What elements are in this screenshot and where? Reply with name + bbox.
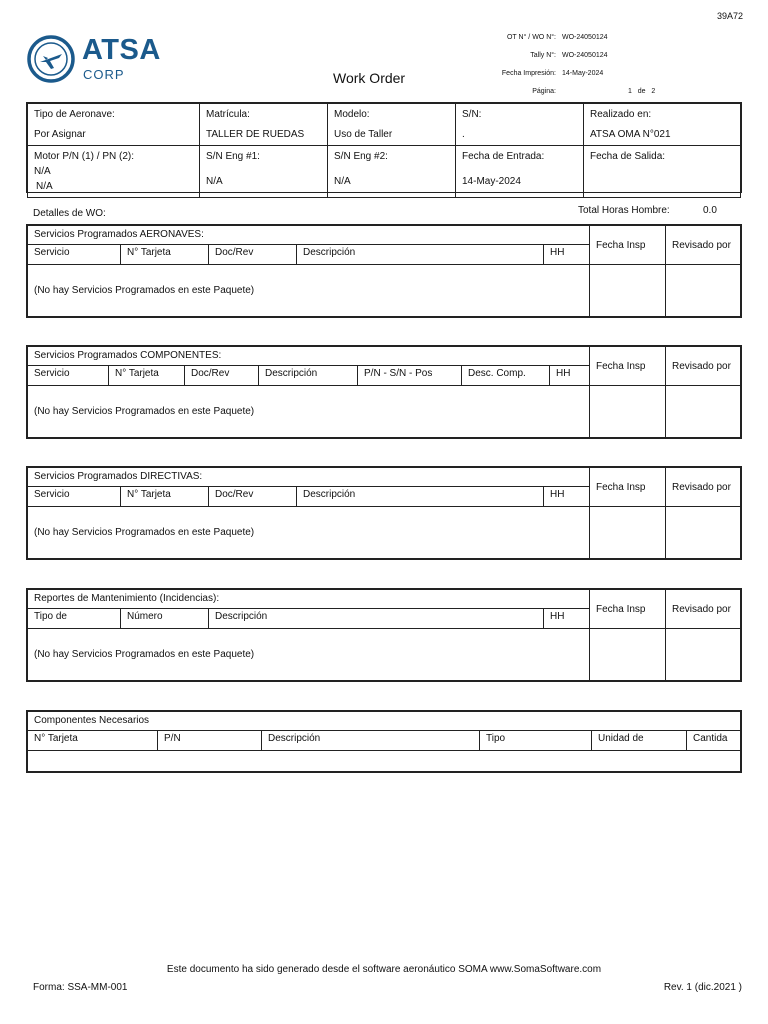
revisado-cell — [666, 386, 741, 438]
info-value: Uso de Taller — [334, 129, 393, 140]
page-title: Work Order — [333, 70, 406, 86]
total-hours-value: 0.0 — [703, 205, 717, 216]
meta-value: WO-24050124 — [562, 51, 608, 59]
info-cell — [584, 104, 741, 146]
footer-note: Este documento ha sido generado desde el software aeronáutico SOMA www.SomaSoftware.com — [166, 964, 602, 975]
column-header: Cantida — [687, 731, 741, 751]
column-header: N° Tarjeta — [28, 731, 158, 751]
column-header: N° Tarjeta — [121, 245, 209, 265]
fecha-cell — [590, 507, 666, 559]
meta-value: 1 de 2 — [628, 87, 656, 95]
info-cell — [456, 146, 584, 198]
maintenance-reports-section — [26, 588, 742, 682]
column-header: HH — [550, 366, 590, 386]
column-header: HH — [544, 487, 590, 507]
aircraft-info-table — [26, 102, 742, 193]
section-title: Servicios Programados AERONAVES: — [28, 226, 590, 245]
column-header: Doc/Rev — [209, 245, 297, 265]
column-header: Doc/Rev — [209, 487, 297, 507]
column-header: Tipo de — [28, 609, 121, 629]
meta-label: OT N° / WO N°: — [506, 33, 556, 41]
column-header: Servicio — [28, 245, 121, 265]
column-header: Descripción — [262, 731, 480, 751]
airplane-logo-icon — [26, 34, 76, 84]
fecha-insp-header: Fecha Insp — [590, 468, 666, 507]
column-header: HH — [544, 245, 590, 265]
info-value: N/A — [334, 176, 351, 187]
revisado-header: Revisado por — [666, 347, 741, 386]
info-label: S/N Eng #1: — [206, 151, 260, 162]
info-label: Motor P/N (1) / PN (2): — [34, 151, 135, 162]
column-header: Unidad de — [592, 731, 687, 751]
column-header: Doc/Rev — [185, 366, 259, 386]
revisado-header: Revisado por — [666, 590, 741, 629]
column-header: Descripción — [259, 366, 358, 386]
column-header: N° Tarjeta — [109, 366, 185, 386]
info-label: Fecha de Entrada: — [462, 151, 545, 162]
meta-label: Fecha Impresión: — [501, 69, 556, 77]
info-label: Modelo: — [334, 109, 370, 120]
info-label: Matrícula: — [206, 109, 250, 120]
info-value: N/A — [36, 181, 53, 192]
column-header: Número — [121, 609, 209, 629]
meta-label: Página: — [532, 87, 556, 95]
info-cell — [328, 104, 456, 146]
column-header: HH — [544, 609, 590, 629]
revisado-cell — [666, 265, 741, 317]
empty-message: (No hay Servicios Programados en este Paquete) — [28, 629, 590, 681]
revisado-header: Revisado por — [666, 468, 741, 507]
info-cell — [200, 146, 328, 198]
directives-section — [26, 466, 742, 560]
meta-value: WO-24050124 — [562, 33, 608, 41]
revisado-header: Revisado por — [666, 226, 741, 265]
info-value: TALLER DE RUEDAS — [206, 129, 305, 140]
column-header: Desc. Comp. — [462, 366, 550, 386]
info-label: S/N: — [462, 109, 482, 120]
column-header: Descripción — [209, 609, 544, 629]
column-header: N° Tarjeta — [121, 487, 209, 507]
column-header: Tipo — [480, 731, 592, 751]
info-cell — [28, 146, 200, 198]
column-header: Servicio — [28, 487, 121, 507]
fecha-insp-header: Fecha Insp — [590, 347, 666, 386]
revisado-cell — [666, 629, 741, 681]
fecha-cell — [590, 265, 666, 317]
info-label: Tipo de Aeronave: — [34, 109, 115, 120]
aircraft-services-section — [26, 224, 742, 318]
info-value: Por Asignar — [34, 129, 86, 140]
revisado-cell — [666, 507, 741, 559]
info-cell — [456, 104, 584, 146]
section-title: Servicios Programados DIRECTIVAS: — [28, 468, 590, 487]
meta-row — [404, 64, 704, 82]
total-hours-label: Total Horas Hombre: — [578, 205, 670, 216]
info-value: . — [462, 129, 465, 140]
info-value: N/A — [34, 166, 51, 177]
info-label: Fecha de Salida: — [590, 151, 666, 162]
fecha-cell — [590, 386, 666, 438]
fecha-cell — [590, 629, 666, 681]
logo-sub: CORP — [83, 67, 125, 82]
empty-message: (No hay Servicios Programados en este Paquete) — [28, 507, 590, 559]
info-label: S/N Eng #2: — [334, 151, 388, 162]
info-cell — [200, 104, 328, 146]
info-cell — [584, 146, 741, 198]
fecha-insp-header: Fecha Insp — [590, 590, 666, 629]
meta-value: 14-May-2024 — [562, 69, 604, 77]
section-title: Componentes Necesarios — [28, 712, 741, 731]
section-title: Reportes de Mantenimiento (Incidencias): — [28, 590, 590, 609]
column-header: Servicio — [28, 366, 109, 386]
column-header: P/N — [158, 731, 262, 751]
empty-message: (No hay Servicios Programados en este Paquete) — [28, 386, 590, 438]
details-label: Detalles de WO: — [33, 208, 106, 219]
atsa-logo — [26, 34, 196, 86]
empty-row — [28, 751, 741, 772]
column-header: P/N - S/N - Pos — [358, 366, 462, 386]
meta-row — [404, 82, 704, 100]
component-services-section — [26, 345, 742, 439]
info-cell — [28, 104, 200, 146]
empty-message: (No hay Servicios Programados en este Paquete) — [28, 265, 590, 317]
column-header: Descripción — [297, 487, 544, 507]
info-value: N/A — [206, 176, 223, 187]
info-value: ATSA OMA N°021 — [590, 129, 671, 140]
revision: Rev. 1 (dic.2021 ) — [663, 982, 742, 993]
section-title: Servicios Programados COMPONENTES: — [28, 347, 590, 366]
form-code: Forma: SSA-MM-001 — [33, 982, 128, 993]
meta-row — [404, 46, 704, 64]
info-value: 14-May-2024 — [462, 176, 521, 187]
info-cell — [328, 146, 456, 198]
fecha-insp-header: Fecha Insp — [590, 226, 666, 265]
logo-name: ATSA — [82, 34, 161, 66]
required-components-section — [26, 710, 742, 773]
meta-row — [404, 28, 704, 46]
document-code: 39A72 — [716, 11, 743, 21]
work-order-meta — [404, 28, 704, 100]
meta-label: Tally N°: — [530, 51, 556, 59]
column-header: Descripción — [297, 245, 544, 265]
info-label: Realizado en: — [590, 109, 652, 120]
